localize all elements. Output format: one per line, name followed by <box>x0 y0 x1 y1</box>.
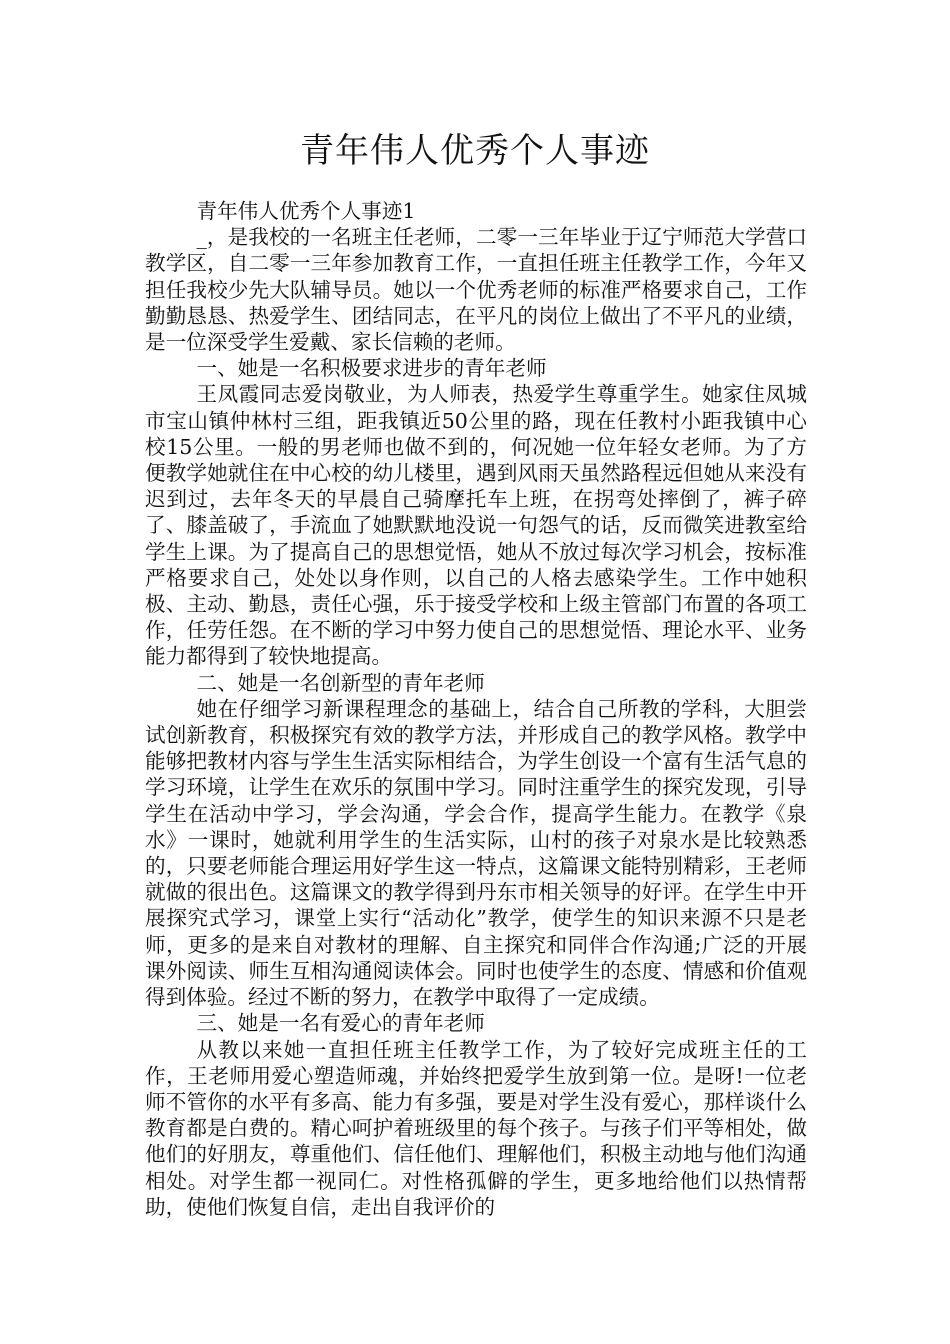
section-heading-2: 二、她是一名创新型的青年老师 <box>196 670 485 695</box>
intro-paragraph: _，是我校的一名班主任老师，二零一三年毕业于辽宁师范大学营口教学区，自二零一三年参加教育工作，一直担任班主任教学工作，今年又担任我校少先大队辅导员。她以一个优秀老师的标准严格要求自己，工作勤勤恳恳、热爱学生、团结同志，在平凡的岗位上做出了不平凡的业绩，是一位深受学生爱戴、家长信赖的老师。 <box>145 225 807 355</box>
document-title: 青年伟人优秀个人事迹 <box>300 131 650 171</box>
document-body <box>145 198 807 1220</box>
section-paragraph-1: 王凤霞同志爱岗敬业，为人师表，热爱学生尊重学生。她家住凤城市宝山镇仲林村三组，距我镇近50公里的路，现在任教村小距我镇中心校15公里。一般的男老师也做不到的，何况她一位年轻女老师。为了方便教学她就住在中心校的幼儿楼里，遇到风雨天虽然路程远但她从来没有迟到过，去年冬天的早晨自己骑摩托车上班，在拐弯处摔倒了，裤子碎了、膝盖破了，手流血了她默默地没说一句怨气的话，反而微笑进教室给学生上课。为了提高自己的思想觉悟，她从不放过每次学习机会，按标准严格要求自己，处处以身作则，以自己的人格去感染学生。工作中她积极、主动、勤恳，责任心强，乐于接受学校和上级主管部门布置的各项工作，任劳任怨。在不断的学习中努力使自己的思想觉悟、理论水平、业务能力都得到了较快地提高。 <box>145 382 807 669</box>
section-paragraph-3: 从教以来她一直担任班主任教学工作，为了较好完成班主任的工作，王老师用爱心塑造师魂，并始终把爱学生放到第一位。是呀!一位老师不管你的水平有多高、能力有多强，要是对学生没有爱心，那样谈什么教育都是白费的。精心呵护着班级里的每个孩子。与孩子们平等相处，做他们的好朋友，尊重他们、信任他们、理解他们，积极主动地与他们沟通相处。对学生都一视同仁。对性格孤僻的学生，更多地给他们以热情帮助，使他们恢复自信，走出自我评价的 <box>145 1037 807 1219</box>
section-heading-1: 一、她是一名积极要求进步的青年老师 <box>196 356 547 381</box>
subtitle-paragraph: 青年伟人优秀个人事迹1 <box>196 199 416 223</box>
section-paragraph-2: 她在仔细学习新课程理念的基础上，结合自己所教的学科，大胆尝试创新教育，积极探究有效的教学方法，并形成自己的教学风格。教学中能够把教材内容与学生生活实际相结合，为学生创设一个富有生活气息的学习环境，让学生在欢乐的氛围中学习。同时注重学生的探究发现，引导学生在活动中学习，学会沟通，学会合作，提高学生能力。在教学《泉水》一课时，她就利用学生的生活实际，山村的孩子对泉水是比较熟悉的，只要老师能合理运用好学生这一特点，这篇课文能特别精彩，王老师就做的很出色。这篇课文的教学得到丹东市相关领导的好评。在学生中开展探究式学习，课堂上实行“活动化”教学，使学生的知识来源不只是老师，更多的是来自对教材的理解、自主探究和同伴合作沟通;广泛的开展课外阅读、师生互相沟通阅读体会。同时也使学生的态度、情感和价值观得到体验。经过不断的努力，在教学中取得了一定成绩。 <box>145 696 807 1010</box>
section-heading-3: 三、她是一名有爱心的青年老师 <box>196 1011 485 1036</box>
